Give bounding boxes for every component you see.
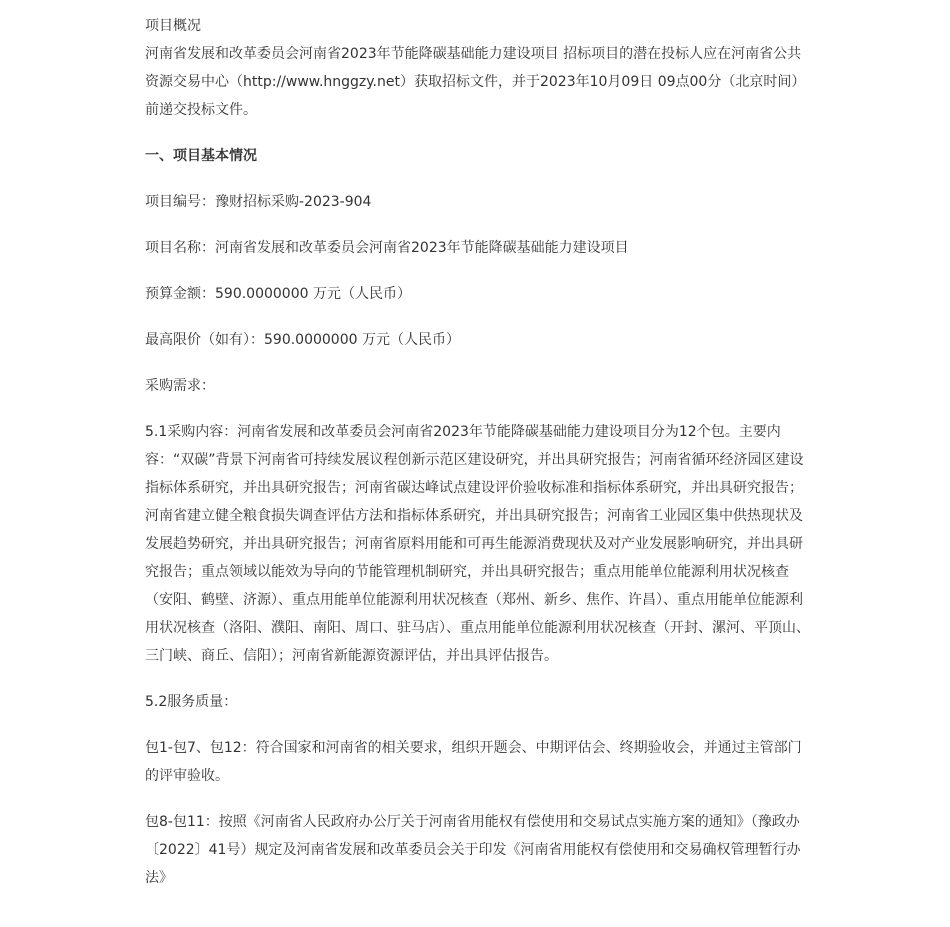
max-price: 最高限价（如有）：590.0000000 万元（人民币）: [145, 332, 460, 348]
budget-amount: 预算金额：590.0000000 万元（人民币）: [145, 286, 411, 302]
document-body: [145, 12, 810, 892]
procurement-content: 5.1采购内容：河南省发展和改革委员会河南省2023年节能降碳基础能力建设项目分为12个包。主要内容：“双碳”背景下河南省可持续发展议程创新示范区建设研究，并出具研究报告；河南省循环经济园区建设指标体系研究，并出具研究报告；河南省碳达峰试点建设评价验收标准和指标体系研究，并出具研究报告；河南省建立健全粮食损失调查评估方法和指标体系研究，并出具研究报告；河南省工业园区集中供热现状及发展趋势研究，并出具研究报告；河南省原料用能和可再生能源消费现状及对产业发展影响研究，并出具研究报告；重点领域以能效为导向的节能管理机制研究，并出具研究报告；重点用能单位能源利用状况核查（安阳、鹤壁、济源）、重点用能单位能源利用状况核查（郑州、新乡、焦作、许昌）、重点用能单位能源利用状况核查（洛阳、濮阳、南阳、周口、驻马店）、重点用能单位能源利用状况核查（开封、漯河、平顶山、三门峡、商丘、信阳）；河南省新能源资源评估，并出具评估报告。: [145, 424, 810, 664]
overview-title: 项目概况: [145, 18, 201, 34]
package-8-11-requirement: 包8-包11：按照《河南省人民政府办公厅关于河南省用能权有偿使用和交易试点实施方案的通知》（豫政办〔2022〕41号）规定及河南省发展和改革委员会关于印发《河南省用能权有偿使用和交易确权管理暂行办法》: [145, 814, 801, 886]
service-quality-label: 5.2服务质量：: [145, 694, 238, 710]
overview-text: 河南省发展和改革委员会河南省2023年节能降碳基础能力建设项目 招标项目的潜在投标人应在河南省公共资源交易中心（http://www.hnggzy.net）获取招标文件，并于2023年10月09日 09点00分（北京时间）前递交投标文件。: [145, 46, 806, 118]
project-name: 项目名称：河南省发展和改革委员会河南省2023年节能降碳基础能力建设项目: [145, 240, 629, 256]
project-number: 项目编号：豫财招标采购-2023-904: [145, 194, 372, 210]
procurement-demand-label: 采购需求：: [145, 378, 215, 394]
section-heading: 一、项目基本情况: [145, 148, 257, 164]
package-1-7-12-requirement: 包1-包7、包12：符合国家和河南省的相关要求，组织开题会、中期评估会、终期验收会，并通过主管部门的评审验收。: [145, 740, 802, 784]
